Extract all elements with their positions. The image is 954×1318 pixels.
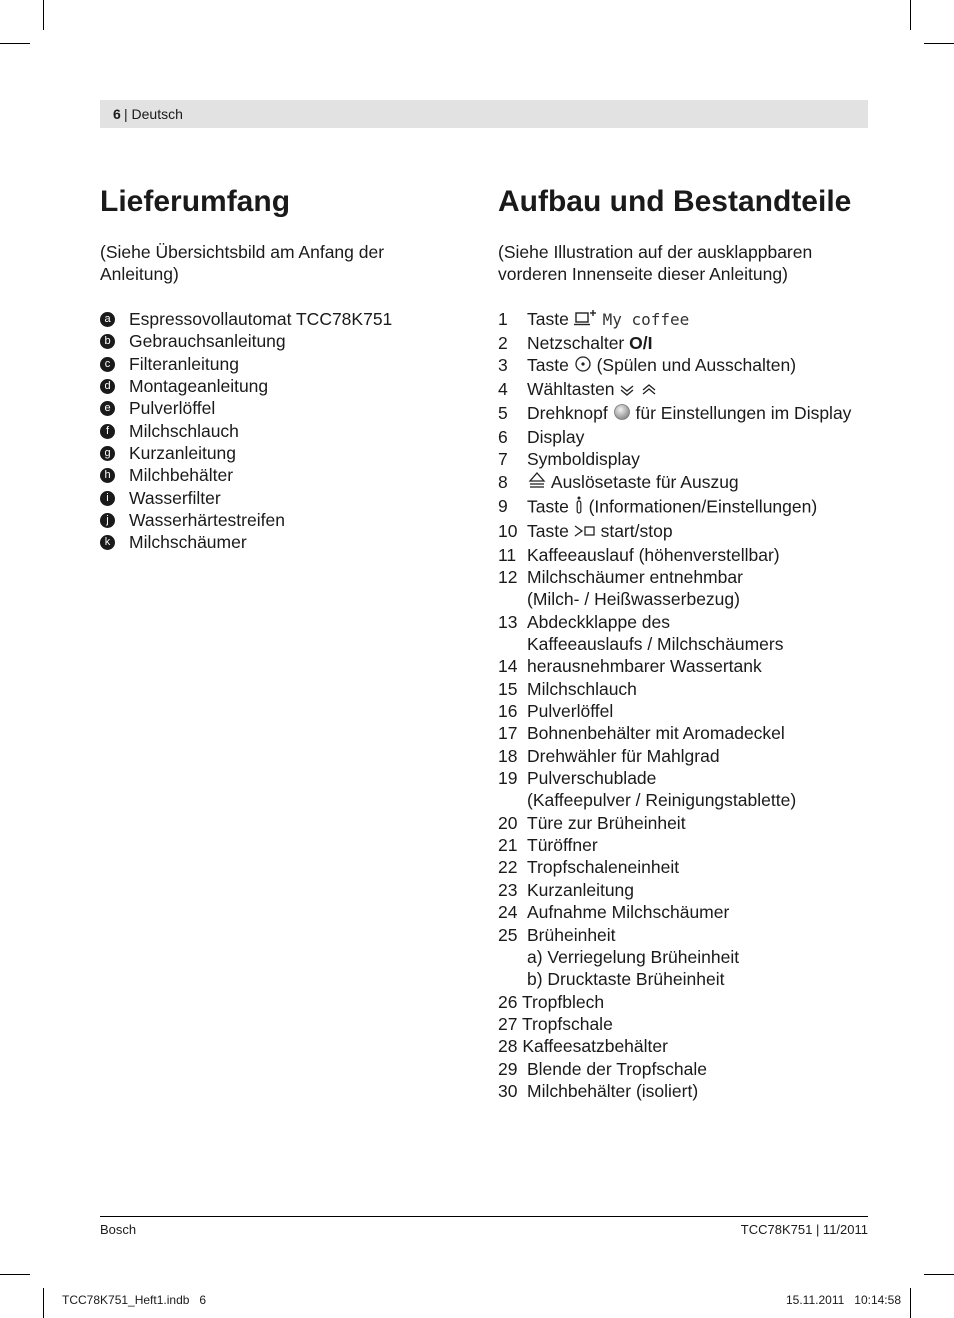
delivery-item (100, 464, 460, 486)
knob-icon (613, 403, 631, 426)
component-item (498, 655, 870, 677)
component-number: 10 (498, 521, 518, 542)
section-title-aufbau: Aufbau und Bestandteile (498, 185, 852, 218)
component-item (498, 856, 870, 878)
component-item (498, 611, 870, 656)
delivery-item-label: Milchschlauch (129, 420, 239, 441)
component-item (498, 378, 870, 402)
delivery-item-label: Pulverlöffel (129, 398, 216, 419)
component-label: Kaffeesatzbehälter (522, 1036, 668, 1057)
component-number: 3 (498, 355, 508, 376)
component-label: Brüheinheit (527, 924, 616, 945)
component-number: 9 (498, 495, 508, 516)
delivery-item (100, 397, 460, 419)
slug-datetime: 15.11.2011 10:14:58 (786, 1293, 901, 1307)
component-item (498, 332, 870, 354)
component-number: 22 (498, 857, 518, 878)
eject-icon (527, 471, 547, 494)
component-label: herausnehmbarer Wassertank (527, 656, 762, 677)
crop-mark (924, 43, 954, 44)
component-number: 20 (498, 812, 518, 833)
delivery-item-label: Filteranleitung (129, 353, 239, 374)
crop-mark (924, 1274, 954, 1275)
delivery-item (100, 487, 460, 509)
component-number: 25 (498, 924, 518, 945)
delivery-item (100, 420, 460, 442)
component-label: Drehwähler für Mahlgrad (527, 745, 720, 766)
crop-mark (43, 1288, 44, 1318)
component-label: Bohnenbehälter mit Aromadeckel (527, 723, 785, 744)
component-number: 7 (498, 449, 508, 470)
component-description: start/stop (600, 521, 673, 542)
running-header (100, 100, 868, 128)
component-item (498, 1035, 870, 1057)
component-label: Milchschlauch (527, 678, 637, 699)
component-item (498, 544, 870, 566)
component-item (498, 520, 870, 544)
delivery-item-label: Wasserhärtestreifen (129, 510, 285, 531)
component-label: Pulverschublade (527, 768, 657, 789)
component-number: 16 (498, 701, 518, 722)
component-item (498, 354, 870, 378)
component-number: 14 (498, 656, 518, 677)
section-intro-aufbau: (Siehe Illustration auf der ausklappbaren vorderen Innenseite dieser Anleitung) (498, 242, 813, 284)
item-letter-badge: j (100, 513, 115, 528)
delivery-item-label: Milchschäumer (129, 532, 247, 553)
component-sub-line: Kaffeeauslaufs / Milchschäumers (527, 634, 784, 655)
info-icon (574, 495, 584, 520)
component-label: Abdeckklappe des (527, 611, 671, 632)
component-number: 18 (498, 745, 518, 766)
component-number: 23 (498, 879, 518, 900)
item-letter-badge: g (100, 446, 115, 461)
item-letter-badge: i (100, 491, 115, 506)
component-number: 29 (498, 1058, 518, 1079)
component-sub-line: a) Verriegelung Brüheinheit (527, 946, 740, 967)
section-intro-lieferumfang: (Siehe Übersichtsbild am Anfang der Anleitung) (100, 242, 385, 284)
component-number: 5 (498, 402, 508, 423)
component-number: 1 (498, 309, 508, 329)
item-letter-badge: k (100, 535, 115, 550)
component-description: (Informationen/Einstellungen) (588, 496, 818, 517)
component-label: Pulverlöffel (527, 701, 614, 722)
component-label: Tropfblech (522, 991, 605, 1012)
component-number: 26 (498, 991, 518, 1012)
component-label: Taste (527, 309, 569, 329)
item-letter-badge: c (100, 357, 115, 372)
crop-mark (43, 0, 44, 30)
component-label: Drehknopf (527, 402, 608, 423)
component-number: 8 (498, 471, 508, 492)
component-description: für Einstellungen im Display (635, 402, 852, 423)
footer-rule (100, 1216, 868, 1217)
component-number: 30 (498, 1080, 518, 1101)
delivery-item (100, 531, 460, 553)
component-label: Kurzanleitung (527, 879, 635, 900)
component-item (498, 879, 870, 901)
delivery-list (100, 308, 460, 554)
component-label: Taste (527, 496, 569, 517)
component-label: Türe zur Brüheinheit (527, 812, 686, 833)
component-number: 28 (498, 1036, 518, 1057)
component-label: Symboldisplay (527, 449, 640, 470)
component-number: 19 (498, 768, 518, 789)
footer-model-date: TCC78K751 | 11/2011 (740, 1222, 868, 1237)
component-item (498, 402, 870, 426)
component-label: Kaffeeauslauf (höhenverstellbar) (527, 544, 780, 565)
crop-mark (910, 0, 911, 30)
component-number: 13 (498, 611, 518, 632)
component-item (498, 767, 870, 812)
delivery-item-label: Wasserfilter (129, 487, 221, 508)
section-title-lieferumfang: Lieferumfang (100, 185, 291, 218)
crop-mark (0, 1274, 30, 1275)
component-number: 21 (498, 835, 518, 856)
page-number: 6 (113, 106, 121, 122)
component-item (498, 924, 870, 991)
component-label: Netzschalter (527, 333, 625, 354)
item-letter-badge: d (100, 379, 115, 394)
delivery-item (100, 375, 460, 397)
component-label: Taste (527, 355, 569, 376)
crop-mark (0, 43, 30, 44)
component-description: Auslösetaste für Auszug (550, 471, 739, 492)
component-number: 15 (498, 678, 518, 699)
delivery-item-label: Kurzanleitung (129, 443, 237, 464)
component-sub-line: (Kaffeepulver / Reinigungstablette) (527, 790, 797, 811)
component-number: 6 (498, 427, 508, 448)
component-number: 11 (498, 544, 517, 565)
switch-label: O/I (629, 333, 653, 354)
component-label: Aufnahme Milchschäumer (527, 902, 730, 923)
delivery-item (100, 308, 460, 330)
component-label: Milchschäumer entnehmbar (527, 567, 743, 587)
component-item (498, 1080, 870, 1102)
component-item (498, 495, 870, 520)
component-item (498, 722, 870, 744)
component-item (498, 1058, 870, 1080)
item-letter-badge: b (100, 334, 115, 349)
component-label: Blende der Tropfschale (527, 1058, 707, 1079)
item-letter-badge: e (100, 401, 115, 416)
component-label: Tropfschaleneinheit (527, 857, 680, 878)
component-item (498, 834, 870, 856)
component-label: Milchbehälter (isoliert) (527, 1080, 699, 1101)
component-item (498, 901, 870, 923)
delivery-item (100, 353, 460, 375)
component-number: 4 (498, 379, 508, 400)
component-number: 2 (498, 333, 508, 354)
cup-plus-icon (574, 309, 598, 332)
item-letter-badge: a (100, 312, 115, 327)
slug-file: TCC78K751_Heft1.indb 6 (62, 1293, 207, 1307)
component-label: Display (527, 427, 585, 448)
delivery-item (100, 330, 460, 352)
component-item (498, 700, 870, 722)
delivery-item-label: Montageanleitung (129, 376, 269, 397)
component-label: Türöffner (527, 835, 598, 856)
item-letter-badge: f (100, 424, 115, 439)
delivery-item-label: Gebrauchsanleitung (129, 331, 286, 352)
component-label: Tropfschale (522, 1013, 613, 1034)
component-label: Taste (527, 521, 569, 542)
start-stop-icon (574, 521, 596, 543)
item-letter-badge: h (100, 468, 115, 483)
component-sub-line: (Milch- / Heißwasserbezug) (527, 589, 740, 610)
component-sub-line: b) Drucktaste Brüheinheit (527, 969, 725, 990)
component-item (498, 448, 870, 470)
component-item (498, 471, 870, 495)
component-item (498, 308, 870, 332)
delivery-item-label: Milchbehälter (129, 465, 234, 486)
component-number: 24 (498, 902, 518, 923)
component-item (498, 991, 870, 1013)
delivery-item (100, 442, 460, 464)
components-list (498, 308, 870, 1102)
component-item (498, 566, 870, 611)
double-chevron-icons (619, 380, 661, 402)
component-number: 12 (498, 567, 518, 587)
component-label: Wähltasten (527, 379, 615, 400)
delivery-item-label: Espressovollautomat TCC78K751 (129, 309, 393, 329)
component-description: My coffee (602, 310, 690, 329)
component-number: 27 (498, 1013, 518, 1034)
component-description: (Spülen und Ausschalten) (596, 355, 797, 376)
delivery-item (100, 509, 460, 531)
header-language: | Deutsch (124, 106, 183, 122)
footer-brand: Bosch (100, 1222, 137, 1237)
component-item (498, 678, 870, 700)
component-item (498, 745, 870, 767)
crop-mark (910, 1288, 911, 1318)
component-item (498, 426, 870, 448)
component-number: 17 (498, 723, 518, 744)
component-item (498, 1013, 870, 1035)
circle-dot-icon (574, 355, 592, 378)
component-item (498, 812, 870, 834)
